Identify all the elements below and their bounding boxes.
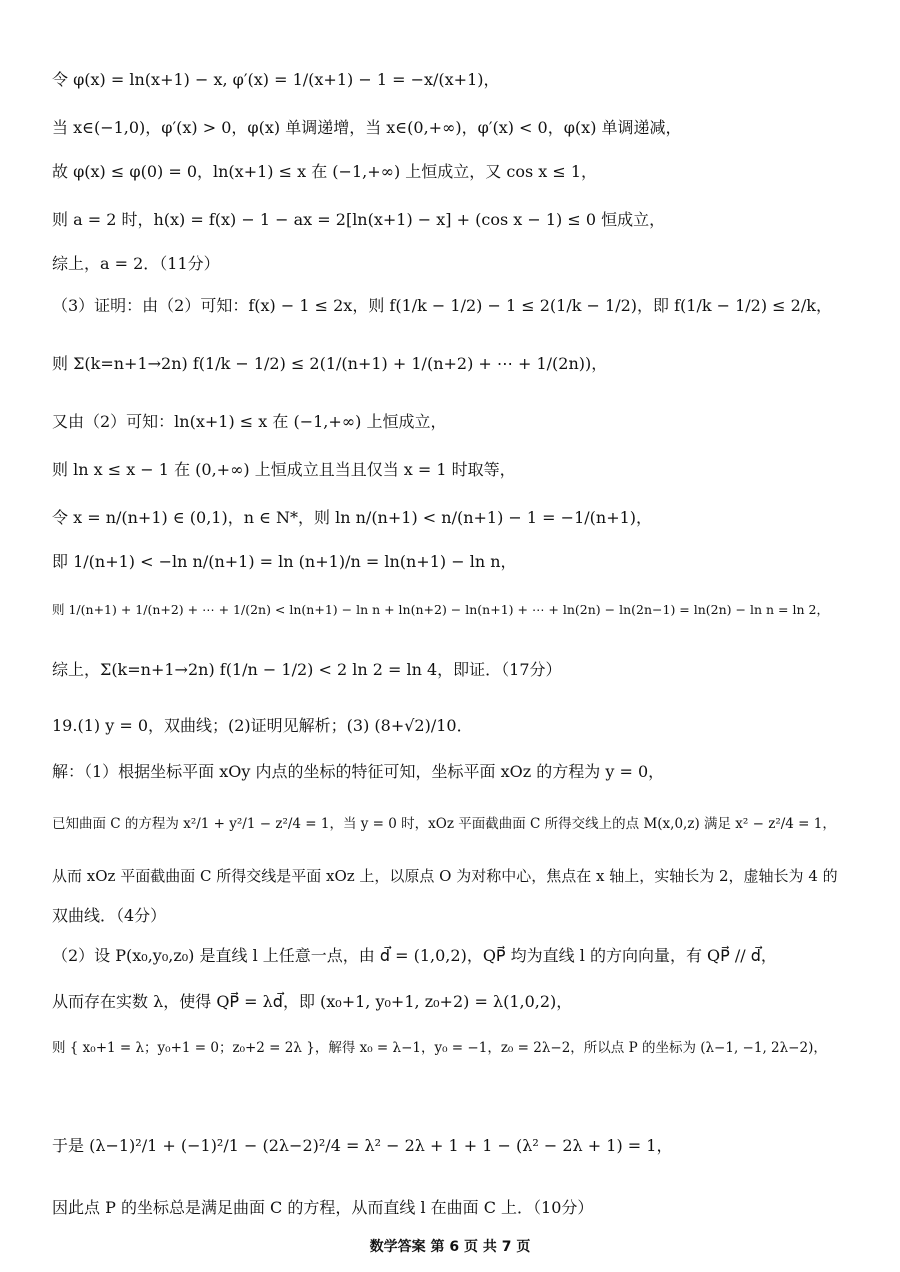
text-line: 故 φ(x) ≤ φ(0) = 0，ln(x+1) ≤ x 在 (−1,+∞) 上恒成立，又 cos x ≤ 1， [52,162,598,181]
text-line: 从而 xOz 平面截曲面 C 所得交线是平面 xOz 上，以原点 O 为对称中心，焦点在 x 轴上，实轴长为 2，虚轴长为 4 的 [52,867,838,885]
text-line: 于是 (λ−1)²/1 + (−1)²/1 − (2λ−2)²/4 = λ² − 2λ + 1 + 1 − (λ² − 2λ + 1) = 1， [52,1136,673,1155]
text-line: 综上，a = 2．（11分） [52,254,220,273]
text-line: 综上，Σ(k=n+1→2n) f(1/n − 1/2) < 2 ln 2 = ln 4，即证．（17分） [52,660,562,679]
text-line: （3）证明：由（2）可知：f(x) − 1 ≤ 2x，则 f(1/k − 1/2) − 1 ≤ 2(1/k − 1/2)，即 f(1/k − 1/2) ≤ 2/k， [52,296,832,315]
text-line: 解：（1）根据坐标平面 xOy 内点的坐标的特征可知，坐标平面 xOz 的方程为 y = 0， [52,762,665,781]
text-line: 则 { x₀+1 = λ；y₀+1 = 0；z₀+2 = 2λ }，解得 x₀ = λ−1，y₀ = −1，z₀ = 2λ−2，所以点 P 的坐标为 (λ−1, −1, 2λ−2)， [52,1040,827,1056]
text-line: 双曲线．（4分） [52,906,167,925]
text-line: 又由（2）可知：ln(x+1) ≤ x 在 (−1,+∞) 上恒成立， [52,412,447,431]
text-line: 19.(1) y = 0，双曲线；(2)证明见解析；(3) (8+√2)/10． [52,716,473,735]
text-line: （2）设 P(x₀,y₀,z₀) 是直线 l 上任意一点，由 d⃗ = (1,0,2)，QP⃗ 均为直线 l 的方向向量，有 QP⃗ // d⃗， [52,946,777,965]
text-line: 从而存在实数 λ，使得 QP⃗ = λd⃗，即 (x₀+1, y₀+1, z₀+2) = λ(1,0,2)， [52,992,573,1011]
text-line: 则 1/(n+1) + 1/(n+2) + ⋯ + 1/(2n) < ln(n+1) − ln n + ln(n+2) − ln(n+1) + ⋯ + ln(2n) − ln(2n−1) = ln(2n) − ln n = ln 2， [52,602,829,617]
text-line: 即 1/(n+1) < −ln n/(n+1) = ln (n+1)/n = ln(n+1) − ln n， [52,552,517,571]
page-footer: 数学答案 第 6 页 共 7 页 [369,1239,531,1255]
text-line: 令 φ(x) = ln(x+1) − x, φ′(x) = 1/(x+1) − 1 = −x/(x+1)， [52,70,500,89]
text-line: 因此点 P 的坐标总是满足曲面 C 的方程，从而直线 l 在曲面 C 上．（10分） [52,1198,594,1217]
text-line: 已知曲面 C 的方程为 x²/1 + y²/1 − z²/4 = 1，当 y = 0 时，xOz 平面截曲面 C 所得交线上的点 M(x,0,z) 满足 x² − z²/4 = 1， [52,816,836,832]
text-line: 则 a = 2 时，h(x) = f(x) − 1 − ax = 2[ln(x+1) − x] + (cos x − 1) ≤ 0 恒成立， [52,210,666,229]
text-line: 则 ln x ≤ x − 1 在 (0,+∞) 上恒成立且当且仅当 x = 1 时取等， [52,460,516,479]
text-line: 令 x = n/(n+1) ∈ (0,1)，n ∈ N*，则 ln n/(n+1) < n/(n+1) − 1 = −1/(n+1)， [52,508,653,527]
text-line: 当 x∈(−1,0)，φ′(x) > 0，φ(x) 单调递增，当 x∈(0,+∞)，φ′(x) < 0，φ(x) 单调递减， [52,118,682,137]
text-line: 则 Σ(k=n+1→2n) f(1/k − 1/2) ≤ 2(1/(n+1) + 1/(n+2) + ⋯ + 1/(2n))， [52,354,608,373]
